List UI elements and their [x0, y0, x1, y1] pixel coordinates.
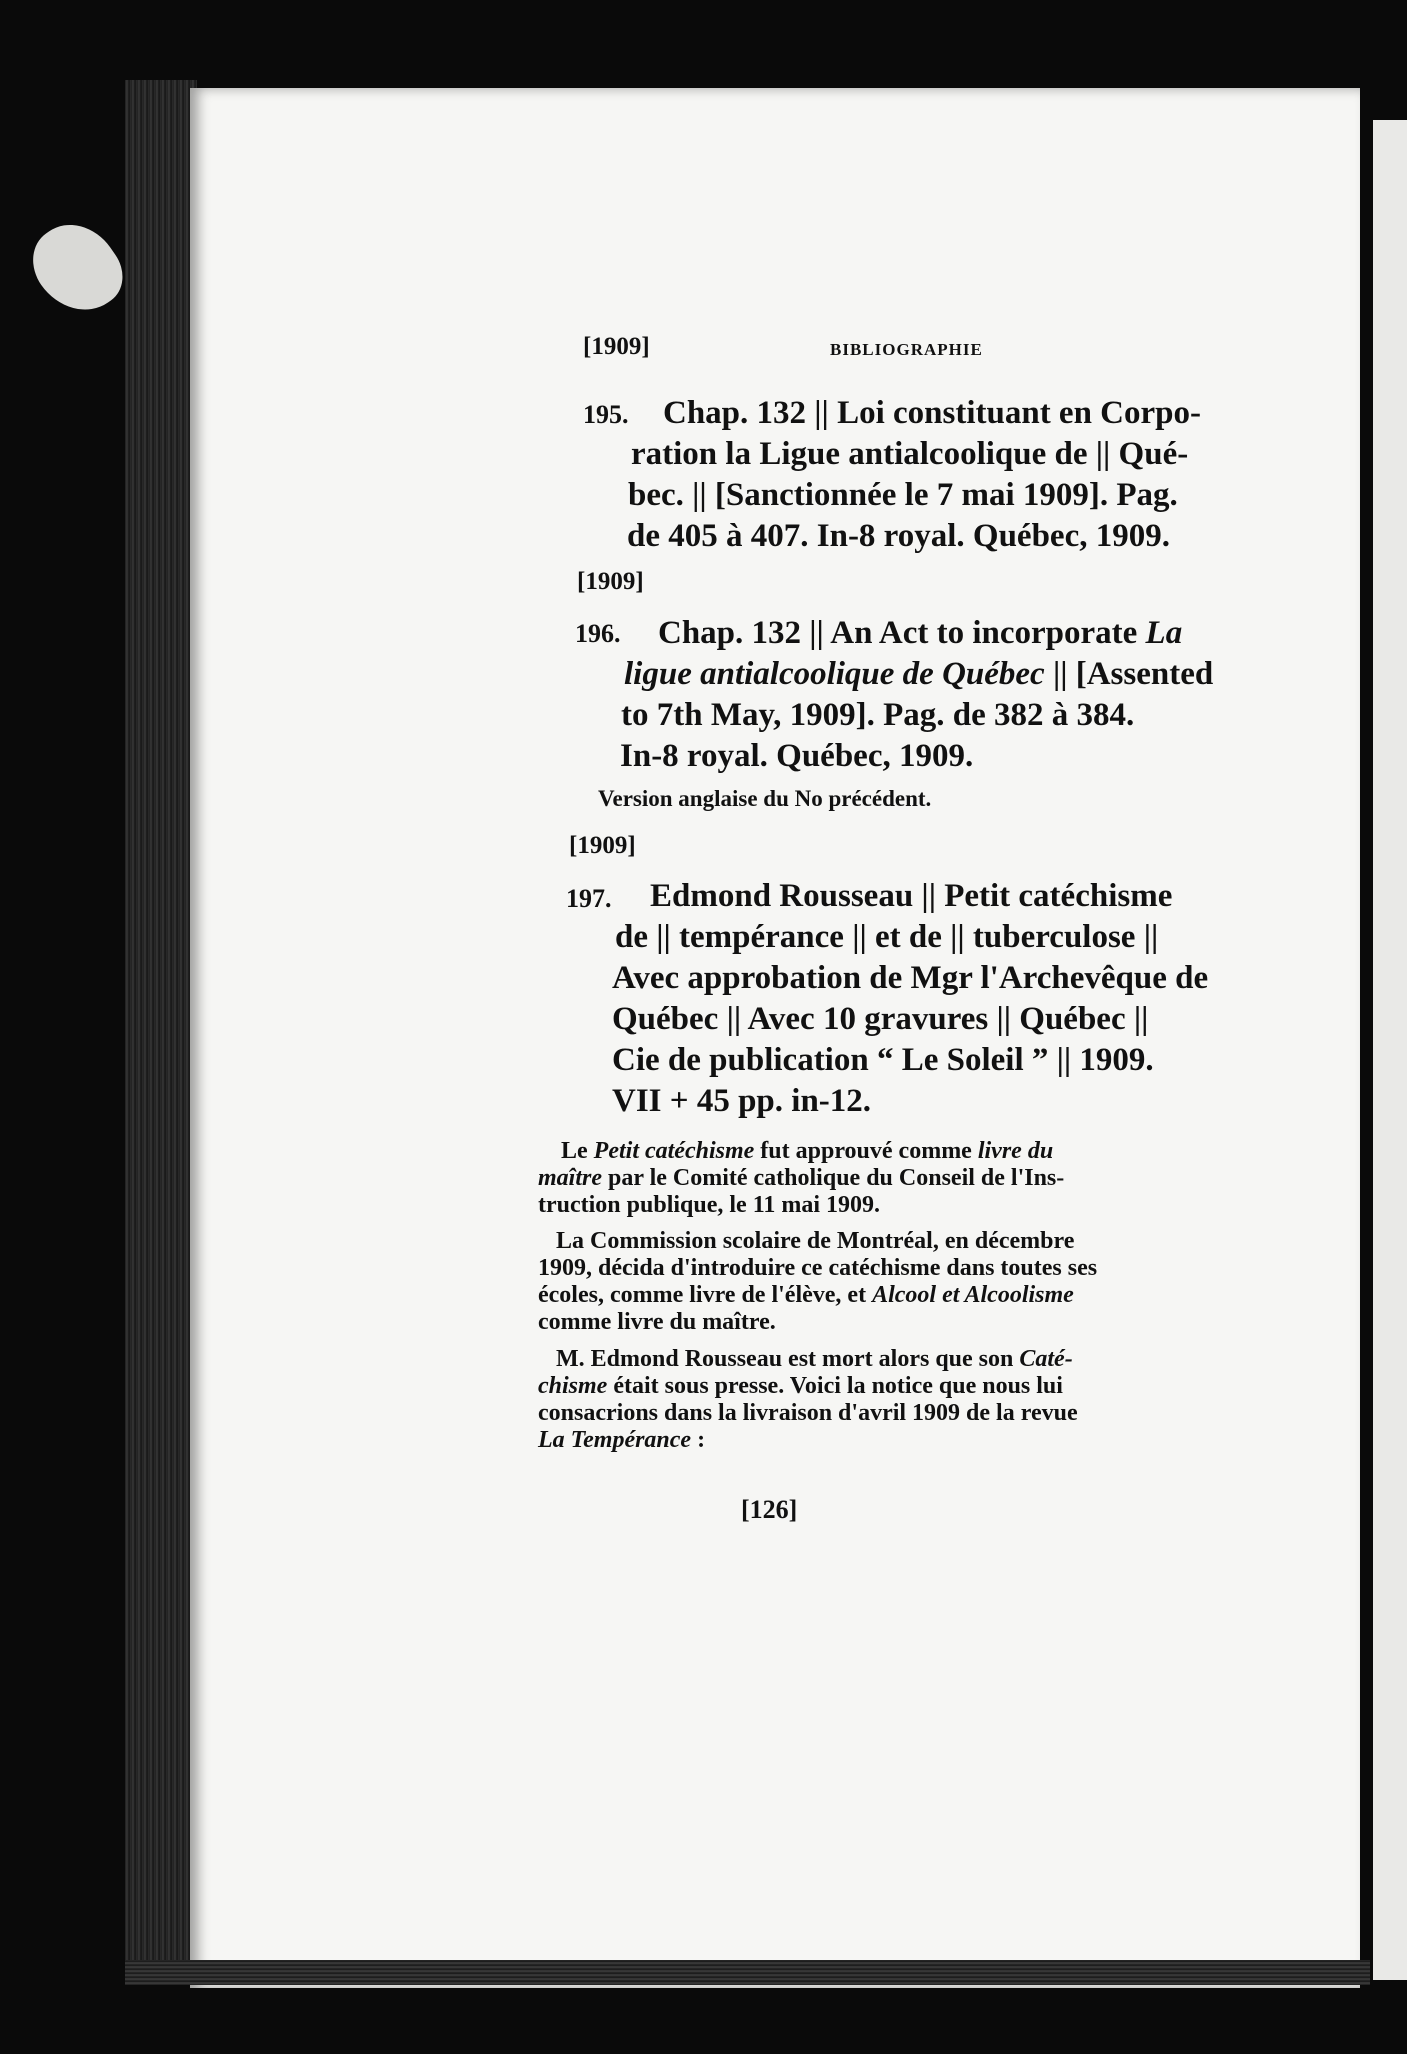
entry-note: Version anglaise du No précédent.	[598, 786, 932, 811]
book-page	[190, 88, 1360, 1988]
header-year: [1909]	[583, 333, 650, 360]
note-line: M. Edmond Rousseau est mort alors que son Caté-	[556, 1346, 1073, 1372]
entry-line: de || tempérance || et de || tuberculose ||	[615, 919, 1159, 955]
entry-line: In-8 royal. Québec, 1909.	[620, 738, 974, 774]
entry-line: Edmond Rousseau || Petit catéchisme	[650, 878, 1173, 914]
entry-line: Cie de publication “ Le Soleil ” || 1909.	[612, 1042, 1154, 1078]
entry-line: Avec approbation de Mgr l'Archevêque de	[612, 960, 1209, 996]
entry-number: 196.	[575, 619, 621, 648]
note-line: La Tempérance :	[538, 1427, 706, 1453]
note-line: 1909, décida d'introduire ce catéchisme dans toutes ses	[538, 1255, 1098, 1281]
entry-line: de 405 à 407. In-8 royal. Québec, 1909.	[627, 518, 1170, 554]
note-line: consacrions dans la livraison d'avril 1909 de la revue	[538, 1400, 1078, 1426]
entry-number: 195.	[583, 400, 629, 429]
page-number: [126]	[741, 1495, 798, 1524]
note-line: maître par le Comité catholique du Conseil de l'Ins-	[538, 1165, 1065, 1191]
entry-year: [1909]	[569, 832, 636, 859]
entry-number: 197.	[566, 884, 612, 913]
note-line: La Commission scolaire de Montréal, en décembre	[556, 1228, 1075, 1254]
page-smudge	[19, 208, 136, 328]
entry-line: to 7th May, 1909]. Pag. de 382 à 384.	[621, 697, 1135, 733]
entry-line: Québec || Avec 10 gravures || Québec ||	[612, 1001, 1149, 1037]
entry-line: ligue antialcoolique de Québec || [Assented	[624, 656, 1214, 692]
header-title: BIBLIOGRAPHIE	[830, 340, 983, 359]
book-left-edge	[125, 80, 197, 1980]
note-line: chisme était sous presse. Voici la notice que nous lui	[538, 1373, 1063, 1399]
entry-line: Chap. 132 || An Act to incorporate La	[658, 615, 1183, 651]
entry-line: bec. || [Sanctionnée le 7 mai 1909]. Pag.	[628, 477, 1178, 513]
note-line: truction publique, le 11 mai 1909.	[538, 1192, 881, 1218]
book-bottom-edge	[125, 1960, 1370, 1985]
entry-year: [1909]	[577, 568, 644, 595]
facing-page-edge	[1373, 120, 1407, 1980]
entry-line: Chap. 132 || Loi constituant en Corpo-	[663, 395, 1202, 431]
note-line: Le Petit catéchisme fut approuvé comme livre du	[561, 1138, 1054, 1164]
entry-line: ration la Ligue antialcoolique de || Qué-	[631, 436, 1189, 472]
note-line: écoles, comme livre de l'élève, et Alcool et Alcoolisme	[538, 1282, 1074, 1308]
entry-line: VII + 45 pp. in-12.	[612, 1083, 872, 1119]
note-line: comme livre du maître.	[538, 1309, 776, 1335]
